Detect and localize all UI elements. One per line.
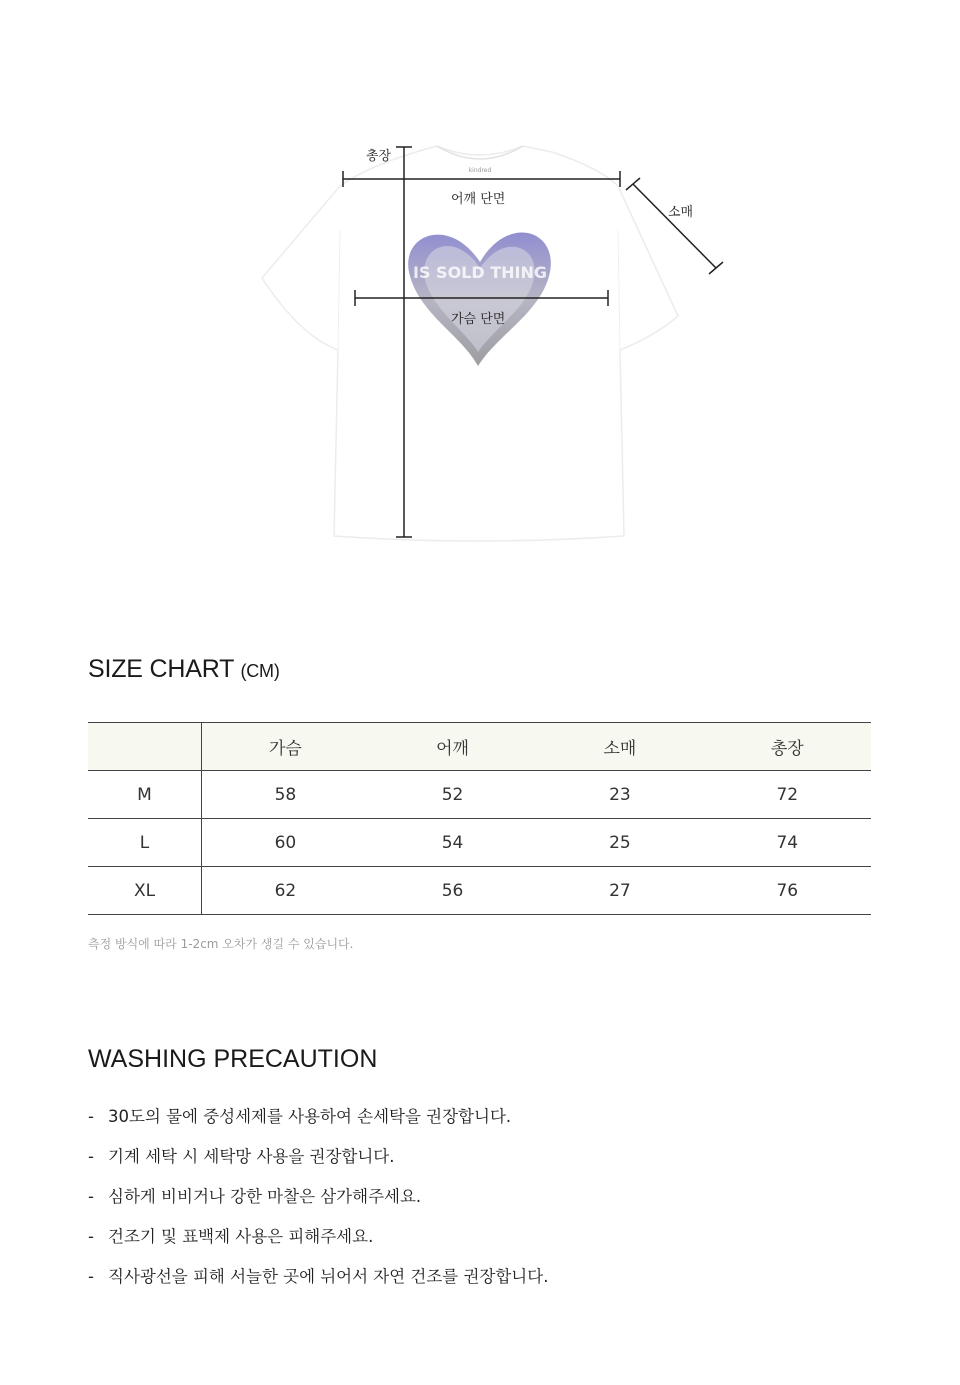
value-cell: 72 xyxy=(776,784,799,805)
dash-bullet: - xyxy=(88,1227,94,1246)
table-row xyxy=(88,819,871,867)
size-chart-table xyxy=(88,722,871,915)
dash-bullet: - xyxy=(88,1187,94,1206)
table-row xyxy=(88,771,871,819)
list-item xyxy=(88,1264,548,1304)
header-cell-shoulder: 어깨 xyxy=(436,739,469,759)
shoulder-label: 어깨 단면 xyxy=(451,192,506,207)
table-row xyxy=(88,867,871,915)
header-cell-empty xyxy=(88,723,202,771)
size-chart-unit: (CM) xyxy=(240,661,280,681)
size-cell: L xyxy=(88,819,202,867)
value-cell: 25 xyxy=(609,832,631,853)
value-cell: 58 xyxy=(274,784,297,805)
list-item-text: 건조기 및 표백제 사용은 피해주세요. xyxy=(108,1227,374,1246)
list-item xyxy=(88,1224,548,1264)
header-cell-length: 총장 xyxy=(770,739,804,759)
header-cell-sleeve: 소매 xyxy=(603,739,637,759)
tshirt-measurement-diagram xyxy=(0,0,960,600)
value-cell: 62 xyxy=(274,880,297,901)
list-item-text: 30도의 물에 중성세제를 사용하여 손세탁을 권장합니다. xyxy=(108,1107,512,1126)
list-item-text: 직사광선을 피해 서늘한 곳에 뉘어서 자연 건조를 권장합니다. xyxy=(108,1267,549,1286)
value-cell: 60 xyxy=(274,832,297,853)
dash-bullet: - xyxy=(88,1267,94,1286)
sleeve-label: 소매 xyxy=(668,205,694,220)
size-chart-title xyxy=(88,655,280,684)
neck-tag-text: kindred xyxy=(468,167,492,174)
list-item-text: 심하게 비비거나 강한 마찰은 삼가해주세요. xyxy=(108,1187,422,1206)
size-cell: M xyxy=(88,771,202,819)
value-cell: 27 xyxy=(609,880,631,901)
header-cell-chest: 가슴 xyxy=(269,739,302,759)
value-cell: 74 xyxy=(776,832,799,853)
washing-title: WASHING PRECAUTION xyxy=(88,1045,378,1073)
list-item-text: 기계 세탁 시 세탁망 사용을 권장합니다. xyxy=(108,1147,395,1166)
measurement-note: 측정 방식에 따라 1-2cm 오차가 생길 수 있습니다. xyxy=(88,937,354,951)
size-chart-title-text: SIZE CHART xyxy=(88,655,234,683)
value-cell: 56 xyxy=(441,880,464,901)
table-header-row xyxy=(88,723,871,771)
washing-list xyxy=(88,1104,548,1304)
value-cell: 76 xyxy=(776,880,799,901)
dash-bullet: - xyxy=(88,1107,94,1126)
chest-label: 가슴 단면 xyxy=(451,312,506,327)
length-label: 총장 xyxy=(366,149,392,164)
value-cell: 52 xyxy=(441,784,464,805)
list-item xyxy=(88,1104,548,1144)
value-cell: 23 xyxy=(609,784,631,805)
dash-bullet: - xyxy=(88,1147,94,1166)
heart-graphic-text: IS SOLD THING xyxy=(413,263,547,282)
list-item xyxy=(88,1144,548,1184)
list-item xyxy=(88,1184,548,1224)
size-cell: XL xyxy=(88,867,202,915)
value-cell: 54 xyxy=(441,832,464,853)
